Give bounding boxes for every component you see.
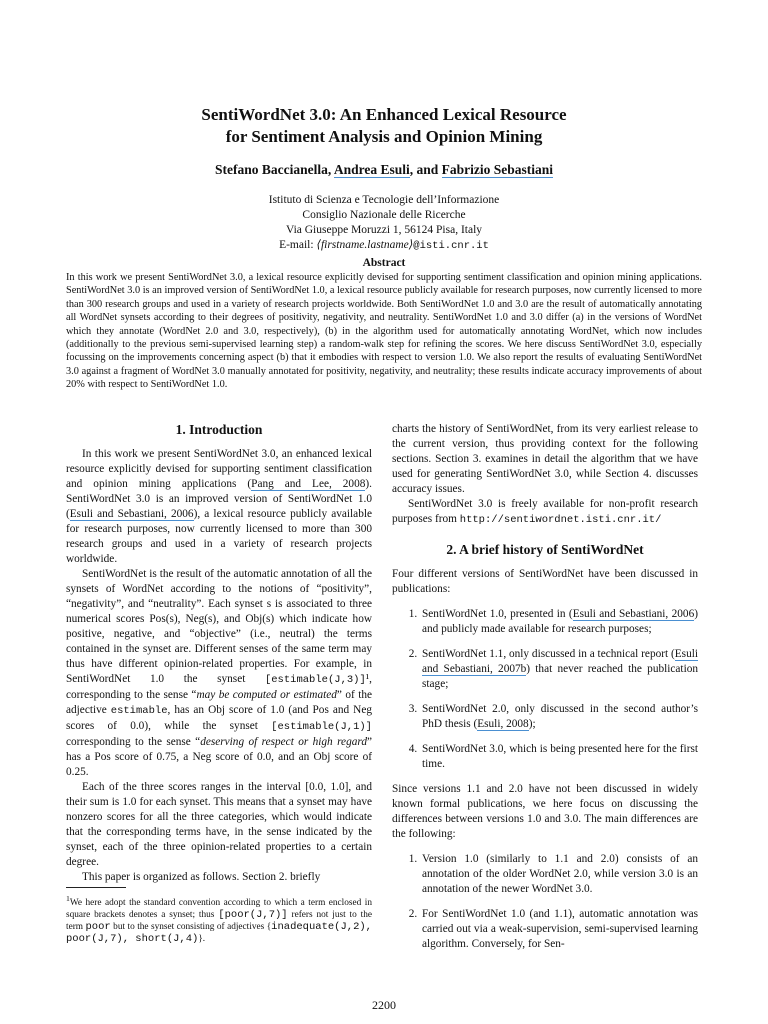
intro-paragraph-4: This paper is organized as follows. Section 2. briefly — [82, 871, 321, 883]
email-label: E-mail: — [279, 239, 317, 251]
author-3-link[interactable]: Fabrizio Sebastiani — [441, 162, 554, 177]
history-paragraph: Four different versions of SentiWordNet have been discussed in publications: — [392, 568, 698, 595]
title-line-2: for Sentiment Analysis and Opinion Mining — [225, 127, 543, 146]
footnote-mark: 1 — [66, 894, 70, 903]
intro-paragraph-3: Each of the three scores ranges in the interval [0.0, 1.0], and their sum is 1.0 for each synset. This means that a synset may have nonzero scores for all the three categories, which would indicate that the corresponding terms have, in the sense indicated by the synset, each of the three opinion-related properties to a certain degree. — [66, 781, 372, 868]
list-item: 2. For SentiWordNet 1.0 (and 1.1), automatic annotation was carried out via a weak-supervision, semi-supervised learning algorithm. Conversely, for Sen- — [420, 907, 698, 952]
right-paragraph-2: SentiWordNet 3.0 is freely available for non-profit research purposes from http://sentiwordnet.isti.cnr.it/ — [392, 498, 698, 526]
author-1: Stefano Baccianella, — [214, 162, 332, 177]
list-item: 1. SentiWordNet 1.0, presented in (Esuli and Sebastiani, 2006) and publicly made available for research purposes; — [420, 607, 698, 637]
citation-esuli-2006-b[interactable]: Esuli and Sebastiani, 2006 — [572, 608, 695, 620]
abstract-heading: Abstract — [362, 257, 406, 269]
affiliation-line-3: Via Giuseppe Moruzzi 1, 56124 Pisa, Italy — [285, 224, 483, 236]
differences-list — [392, 852, 698, 952]
author-list — [0, 162, 768, 178]
email-domain: @isti.cnr.it — [413, 240, 489, 252]
intro-heading: 1. Introduction — [175, 422, 263, 437]
citation-esuli-2008[interactable]: Esuli, 2008 — [477, 718, 529, 730]
versions-list — [392, 607, 698, 772]
citation-esuli-2007b[interactable]: Esuli and Sebastiani, 2007b — [422, 648, 698, 675]
list-item: 1. Version 1.0 (similarly to 1.1 and 2.0) consists of an annotation of the older WordNet 2.0, while version 3.0 is an annotation of the newer WordNet 3.0. — [420, 852, 698, 897]
abstract-text: In this work we present SentiWordNet 3.0, a lexical resource explicitly devised for supporting sentiment classification and opinion mining applications. SentiWordNet 3.0 is an improved version of SentiWordNet 1.0, a lexical resource publicly available for research purposes, now currently licensed to more than 300 research groups and used in a variety of research projects worldwide. Both SentiWordNet 1.0 and 3.0 are the result of automatically annotating all WordNet synsets according to their degrees of positivity, negativity, and neutrality. SentiWordNet 1.0 and 3.0 differ (a) in the versions of WordNet which they annotate (WordNet 2.0 and 3.0, respectively), (b) in the algorithm used for automatically annotating WordNet, which now includes (additionally to the previous semi-supervised learning step) a random-walk step for refining the scores. We here discuss SentiWordNet 3.0, especially focussing on the improvements concerning aspect (b) that it embodies with respect to version 1.0. We also report the results of evaluating SentiWordNet 3.0 against a fragment of WordNet 3.0 manually annotated for positivity, negativity, and neutrality; these results indicate accuracy improvements of about 20% with respect to SentiWordNet 1.0. — [66, 272, 702, 391]
affiliation-block — [0, 193, 768, 254]
email-user: ⟨firstname.lastname⟩ — [316, 239, 414, 251]
citation-pang-lee[interactable]: Pang and Lee, 2008 — [251, 478, 366, 490]
footnote-rule — [66, 887, 126, 888]
page-number: 2200 — [372, 998, 396, 1012]
right-column — [392, 422, 698, 962]
sentiwordnet-url[interactable]: http://sentiwordnet.isti.cnr.it/ — [459, 514, 662, 526]
author-2-link[interactable]: Andrea Esuli — [333, 162, 410, 177]
author-separator: , and — [409, 162, 442, 177]
citation-esuli-2006[interactable]: Esuli and Sebastiani, 2006 — [69, 508, 194, 520]
title-line-1: SentiWordNet 3.0: An Enhanced Lexical Resource — [201, 105, 567, 124]
affiliation-line-1: Istituto di Scienza e Tecnologie dell’Informazione — [268, 194, 500, 206]
paper-title — [0, 104, 768, 148]
history-heading: 2. A brief history of SentiWordNet — [446, 542, 644, 557]
footnote: $^1$We here adopt the standard convention according to which a term enclosed in square brackets denotes a synset; thus [poor(J,7)] refers not just to the term poor but to the synset consisting of adjectives {inadequate(J,2), poor(J,7), short(J,4)}. — [66, 894, 373, 946]
list-item: 4. SentiWordNet 3.0, which is being presented here for the first time. — [420, 742, 698, 772]
list-item: 3. SentiWordNet 2.0, only discussed in the second author’s PhD thesis (Esuli, 2008); — [420, 702, 698, 732]
email-line — [0, 238, 768, 254]
differences-paragraph: Since versions 1.1 and 2.0 have not been discussed in widely known formal publications, we here focus on discussing the differences between versions 1.0 and 3.0. The main differences are the following: — [392, 783, 698, 840]
list-item: 2. SentiWordNet 1.1, only discussed in a technical report (Esuli and Sebastiani, 2007b) that never reached the publication stage; — [420, 647, 698, 692]
left-column — [66, 422, 372, 885]
intro-paragraph-2: SentiWordNet is the result of the automatic annotation of all the synsets of WordNet according to the notions of “positivity”, “negativity”, and “neutrality”. Each synset s is associated to three numerical scores Pos(s), Neg(s), and Obj(s) which indicate how positive, negative, and “objective” (i.e., neutral) the terms contained in the synset are. Different senses of the same term may thus have different opinion-related properties. For example, in SentiWordNet 1.0 the synset [estimable(J,3)]¹, corresponding to the sense “may be computed or estimated” of the adjective estimable, has an Obj score of 1.0 (and Pos and Neg scores of 0.0), while the synset [estimable(J,1)] corresponding to the sense “deserving of respect or high regard” has a Pos score of 0.75, a Neg score of 0.0, and an Obj score of 0.25. — [66, 568, 373, 778]
intro-paragraph-1: In this work we present SentiWordNet 3.0, an enhanced lexical resource explicitly devised for supporting sentiment classification and opinion mining applications (Pang and Lee, 2008). SentiWordNet 3.0 is an improved version of SentiWordNet 1.0 (Esuli and Sebastiani, 2006), a lexical resource publicly available for research purposes, now currently licensed to more than 300 research groups and used in a variety of research projects worldwide. — [66, 448, 372, 565]
right-paragraph-1: charts the history of SentiWordNet, from its very earliest release to the current version, thus providing context for the following sections. Section 3. examines in detail the algorithm that we have used for generating SentiWordNet 3.0, while Section 4. discusses accuracy issues. — [392, 423, 698, 495]
affiliation-line-2: Consiglio Nazionale delle Ricerche — [302, 209, 466, 221]
